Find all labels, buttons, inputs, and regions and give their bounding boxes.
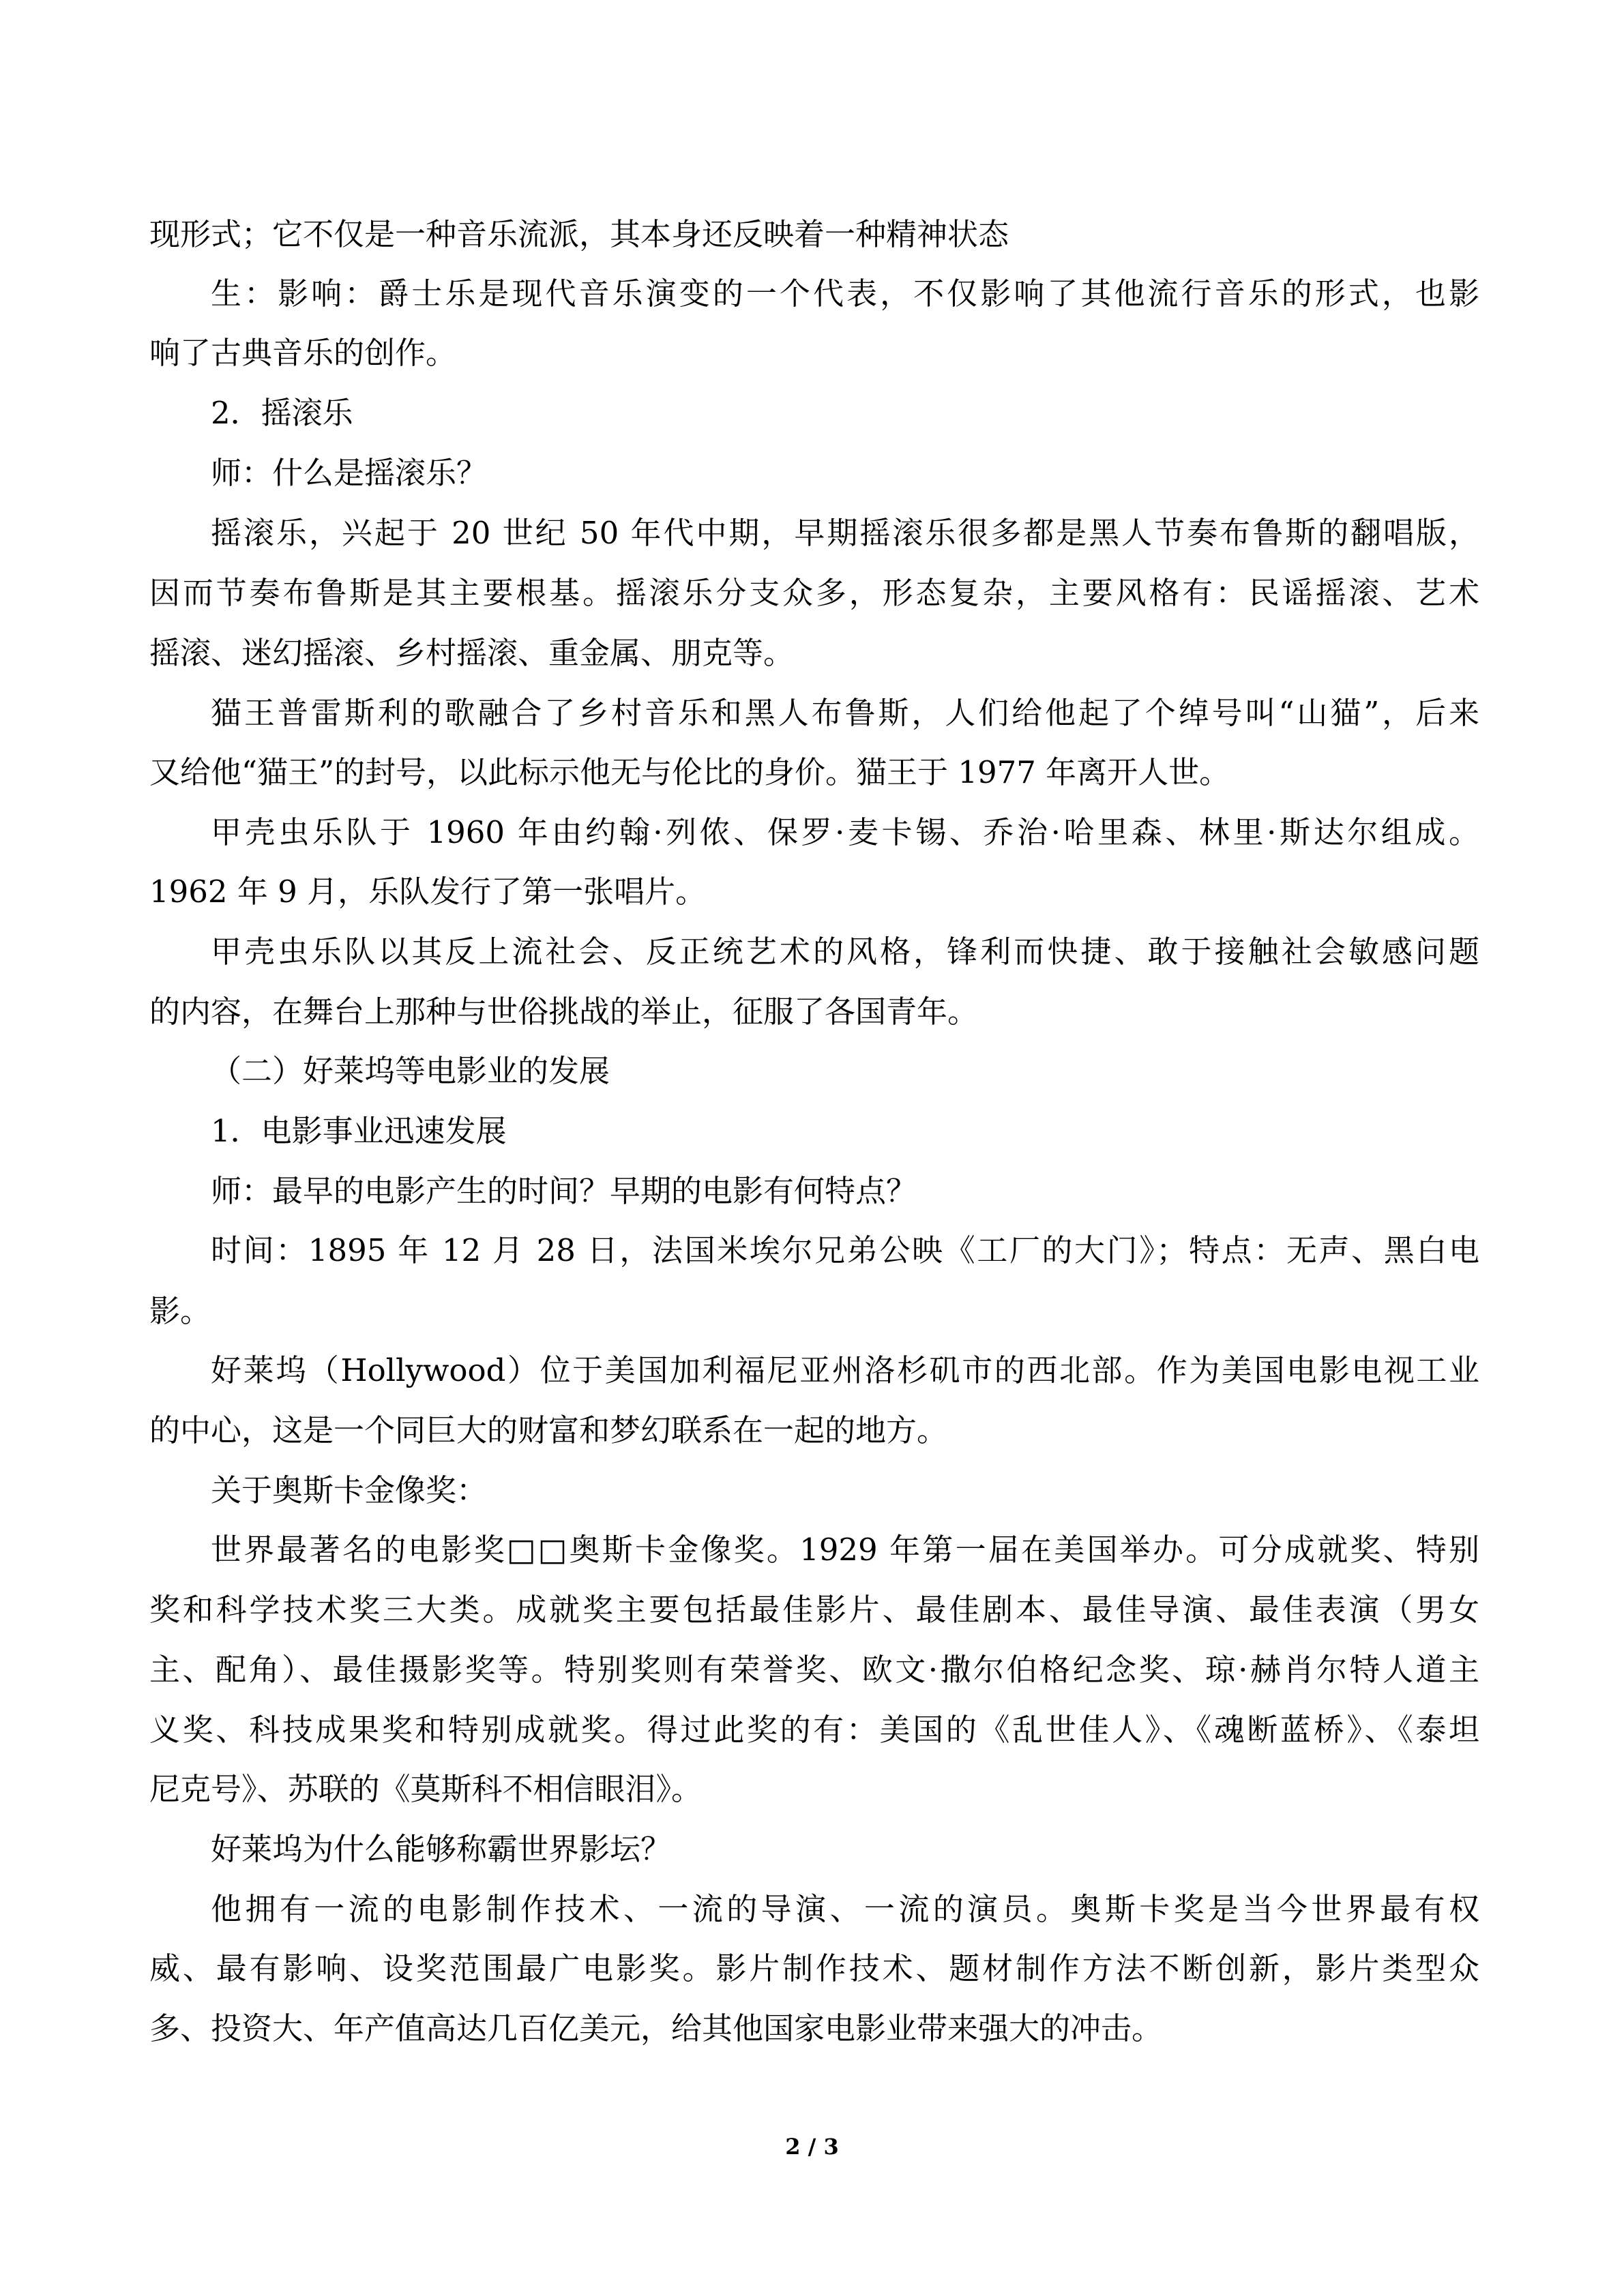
text-line-18: 时间：1895 年 12 月 28 日，法国米埃尔兄弟公映《工厂的大门》；特点：无声、黑白电 (211, 1232, 1479, 1268)
text-line-17: 师：最早的电影产生的时间？早期的电影有何特点？ (211, 1173, 917, 1209)
text-line-14: 的内容，在舞台上那种与世俗挑战的举止，征服了各国青年。 (149, 994, 979, 1030)
text-line-24: 奖和科学技术奖三大类。成就奖主要包括最佳影片、最佳剧本、最佳导演、最佳表演（男女 (149, 1592, 1479, 1628)
text-line-4: 2．摇滚乐 (211, 395, 353, 431)
text-line-31: 多、投资大、年产值高达几百亿美元，给其他国家电影业带来强大的冲击。 (149, 2010, 1163, 2046)
section-heading: （二）好莱坞等电影业的发展 (211, 1053, 610, 1089)
text-line-8: 摇滚、迷幻摇滚、乡村摇滚、重金属、朋克等。 (149, 635, 795, 671)
text-line-27: 尼克号》、苏联的《莫斯科不相信眼泪》。 (149, 1771, 703, 1807)
text-line-30: 威、最有影响、设奖范围最广电影奖。影片制作技术、题材制作方法不断创新，影片类型众 (149, 1950, 1479, 1986)
text-line-10: 又给他“猫王”的封号，以此标示他无与伦比的身价。猫王于 1977 年离开人世。 (149, 754, 1230, 790)
text-line-5: 师：什么是摇滚乐？ (211, 455, 488, 491)
text-line-29: 他拥有一流的电影制作技术、一流的导演、一流的演员。奥斯卡奖是当今世界最有权 (211, 1891, 1479, 1927)
text-line-2: 生：影响：爵士乐是现代音乐演变的一个代表，不仅影响了其他流行音乐的形式，也影 (211, 275, 1479, 312)
text-line-6: 摇滚乐，兴起于 20 世纪 50 年代中期，早期摇滚乐很多都是黑人节奏布鲁斯的翻唱版， (211, 515, 1479, 551)
text-line-13: 甲壳虫乐队以其反上流社会、反正统艺术的风格，锋利而快捷、敢于接触社会敏感问题 (211, 934, 1479, 970)
page-number: 2 / 3 (785, 2134, 839, 2160)
text-line-3: 响了古典音乐的创作。 (149, 335, 457, 371)
text-line-22: 关于奥斯卡金像奖： (211, 1472, 488, 1508)
text-line-23: 世界最著名的电影奖□□奥斯卡金像奖。1929 年第一届在美国举办。可分成就奖、特别 (211, 1532, 1479, 1568)
text-line-12: 1962 年 9 月，乐队发行了第一张唱片。 (149, 874, 707, 910)
text-line-9: 猫王普雷斯利的歌融合了乡村音乐和黑人布鲁斯，人们给他起了个绰号叫“山猫”，后来 (211, 695, 1479, 731)
text-line-11: 甲壳虫乐队于 1960 年由约翰·列侬、保罗·麦卡锡、乔治·哈里森、林里·斯达尔组成。 (211, 814, 1479, 850)
text-line-20: 好莱坞（Hollywood）位于美国加利福尼亚州洛杉矶市的西北部。作为美国电影电视工业 (211, 1352, 1479, 1388)
text-line-7: 因而节奏布鲁斯是其主要根基。摇滚乐分支众多，形态复杂，主要风格有：民谣摇滚、艺术 (149, 575, 1479, 611)
text-line-21: 的中心，这是一个同巨大的财富和梦幻联系在一起的地方。 (149, 1412, 948, 1448)
text-line-16: 1．电影事业迅速发展 (211, 1113, 507, 1149)
text-line-1: 现形式；它不仅是一种音乐流派，其本身还反映着一种精神状态 (149, 216, 1009, 252)
text-line-25: 主、配角）、最佳摄影奖等。特别奖则有荣誉奖、欧文·撒尔伯格纪念奖、琼·赫肖尔特人道主 (149, 1652, 1479, 1688)
text-line-26: 义奖、科技成果奖和特别成就奖。得过此奖的有：美国的《乱世佳人》、《魂断蓝桥》、《泰坦 (149, 1712, 1479, 1748)
text-line-19: 影。 (149, 1293, 211, 1329)
text-line-28: 好莱坞为什么能够称霸世界影坛？ (211, 1831, 672, 1867)
